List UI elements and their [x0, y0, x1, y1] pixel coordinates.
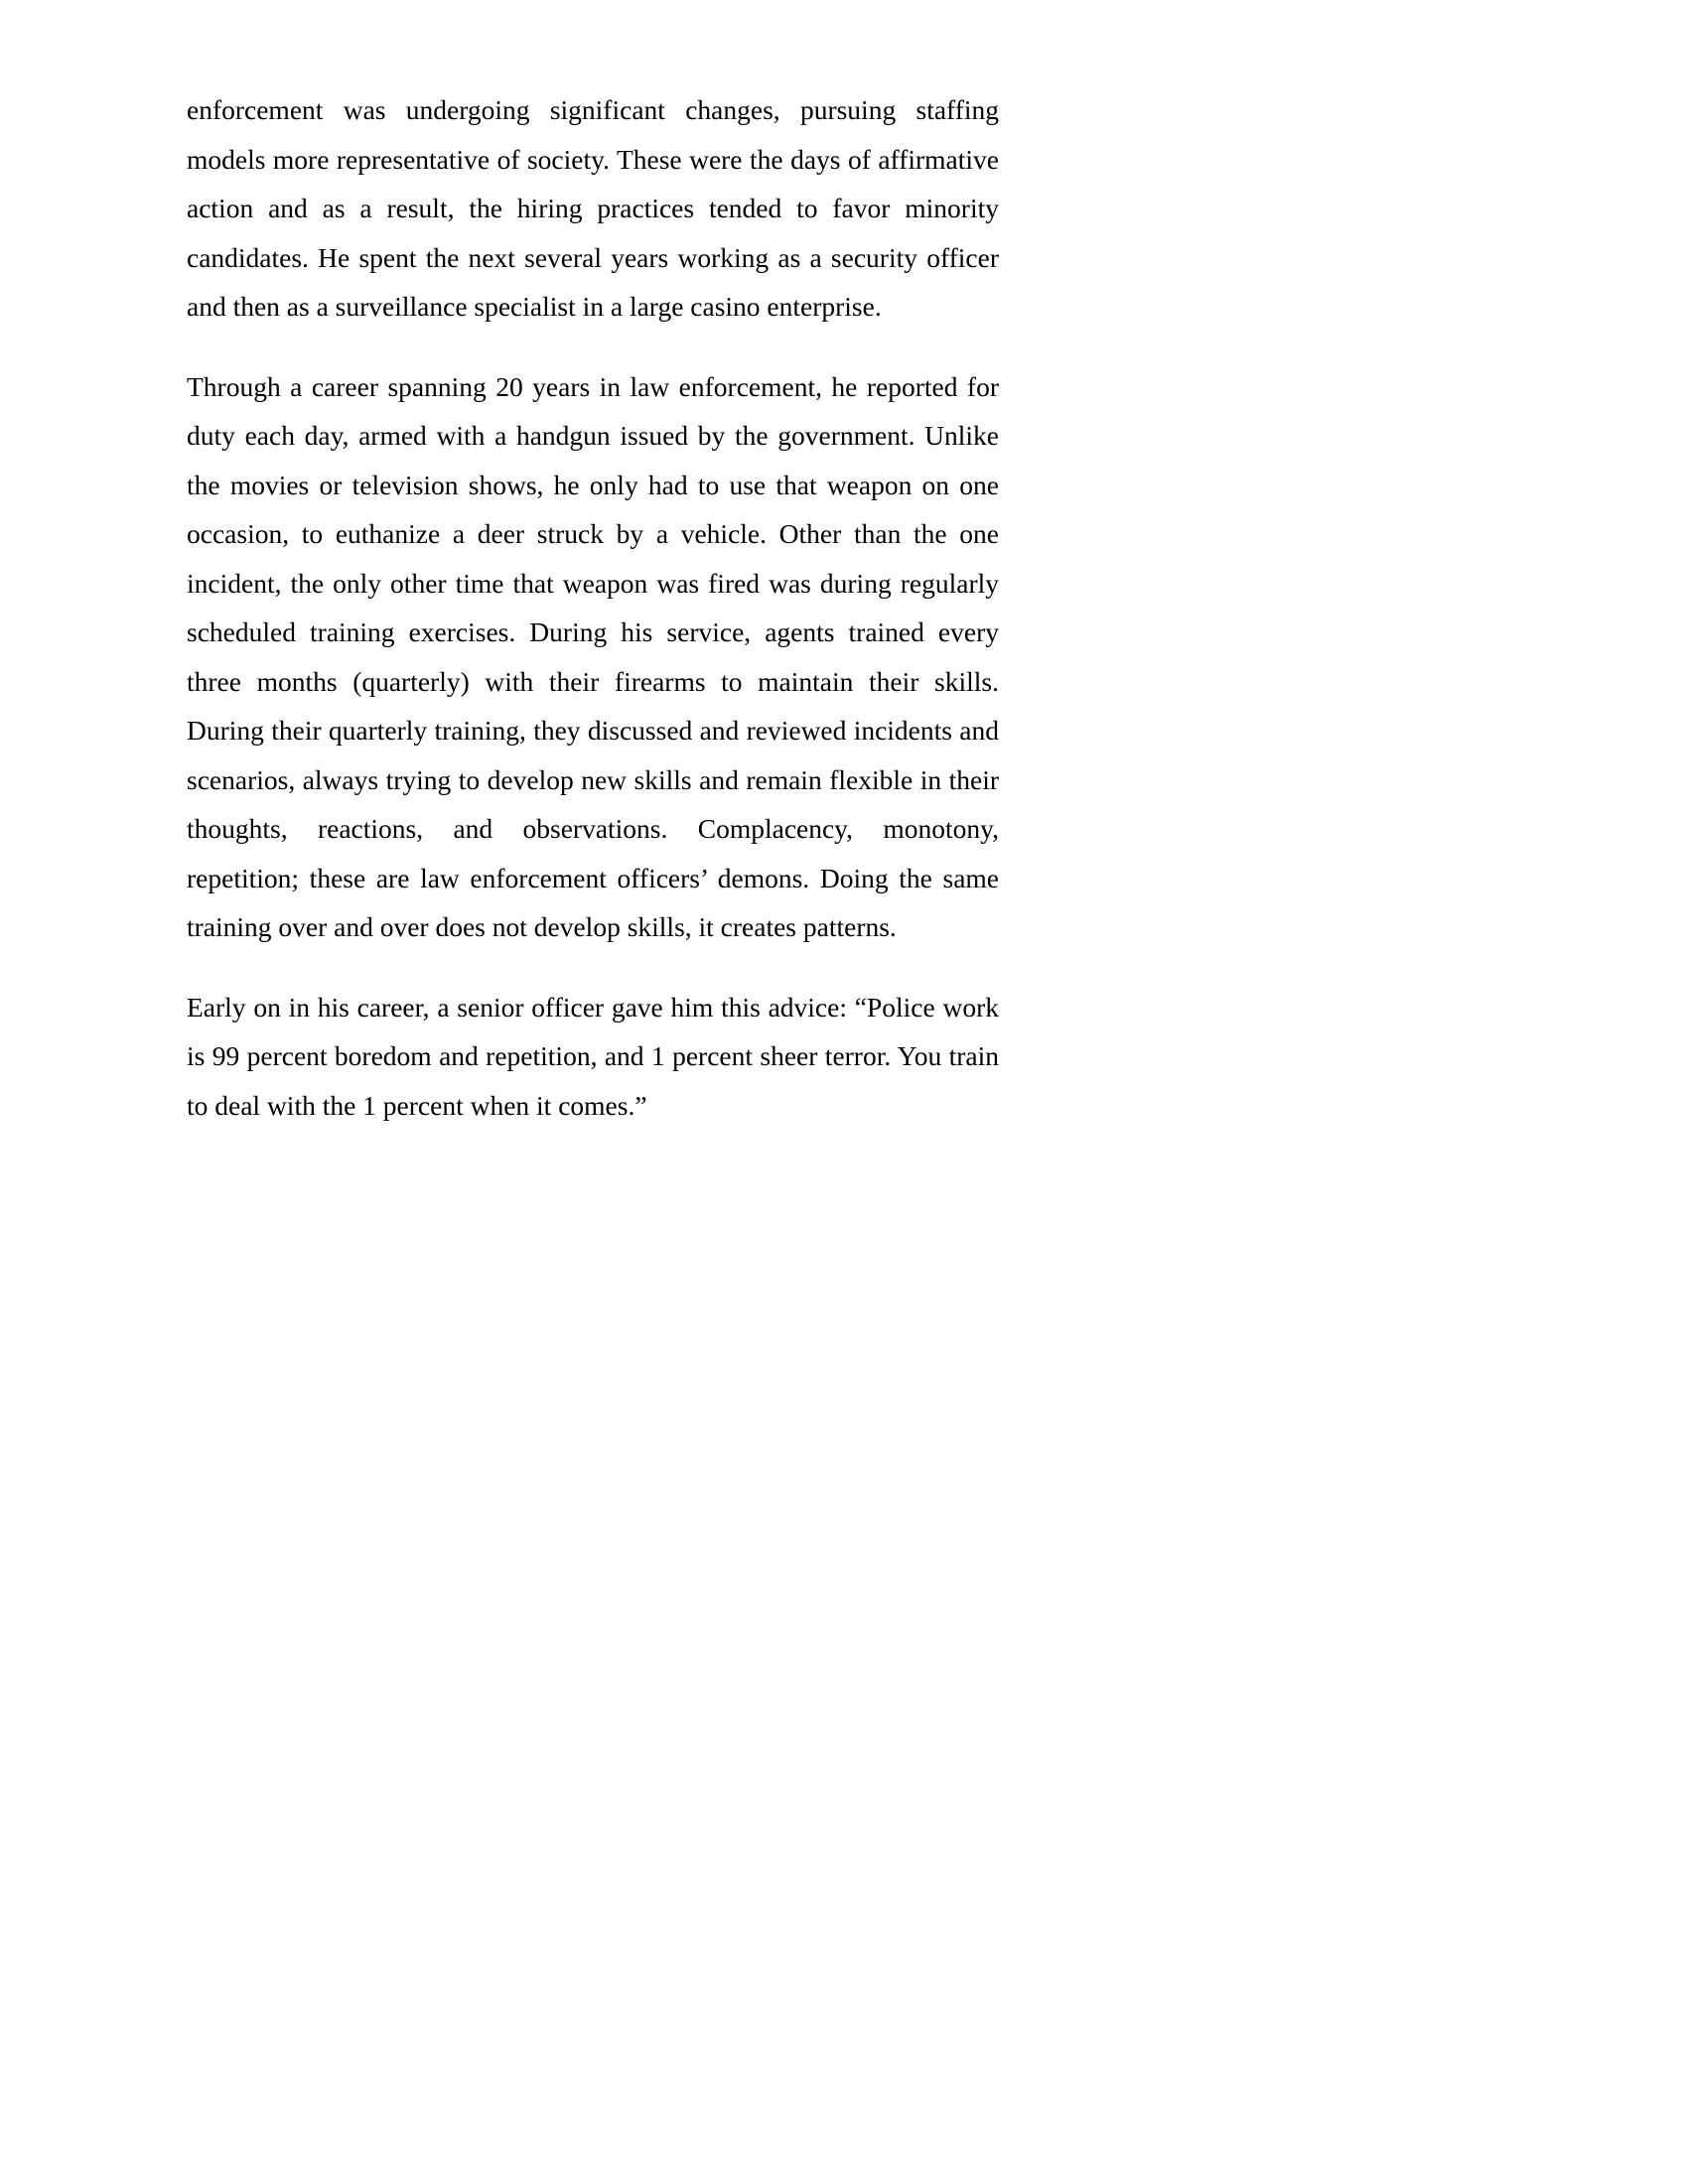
body-paragraph-1: enforcement was undergoing significant changes, pursuing staffing models more representative of society. These were the days of affirmative action and as a result, the hiring practices tended to favor minority candidates. He spent the next several years working as a security officer and then as a surveillance specialist in a large casino enterprise.	[187, 94, 1006, 322]
body-paragraph-3: Early on in his career, a senior officer gave him this advice: “Police work is 99 percent boredom and repetition, and 1 percent sheer terror. You train to deal with the 1 percent when it comes.”	[187, 991, 1006, 1121]
body-text-column	[187, 85, 1006, 1130]
body-paragraph-2: Through a career spanning 20 years in law enforcement, he reported for duty each day, armed with a handgun issued by the government. Unlike the movies or television shows, he only had to use that weapon on one occasion, to euthanize a deer struck by a vehicle. Other than the one incident, the only other time that weapon was fired was during regularly scheduled training exercises. During his service, agents trained every three months (quarterly) with their firearms to maintain their skills. During their quarterly training, they discussed and reviewed incidents and scenarios, always trying to develop new skills and remain flexible in their thoughts, reactions, and observations. Complacency, monotony, repetition; these are law enforcement officers’ demons. Doing the same training over and over does not develop skills, it creates patterns.	[187, 370, 1006, 942]
